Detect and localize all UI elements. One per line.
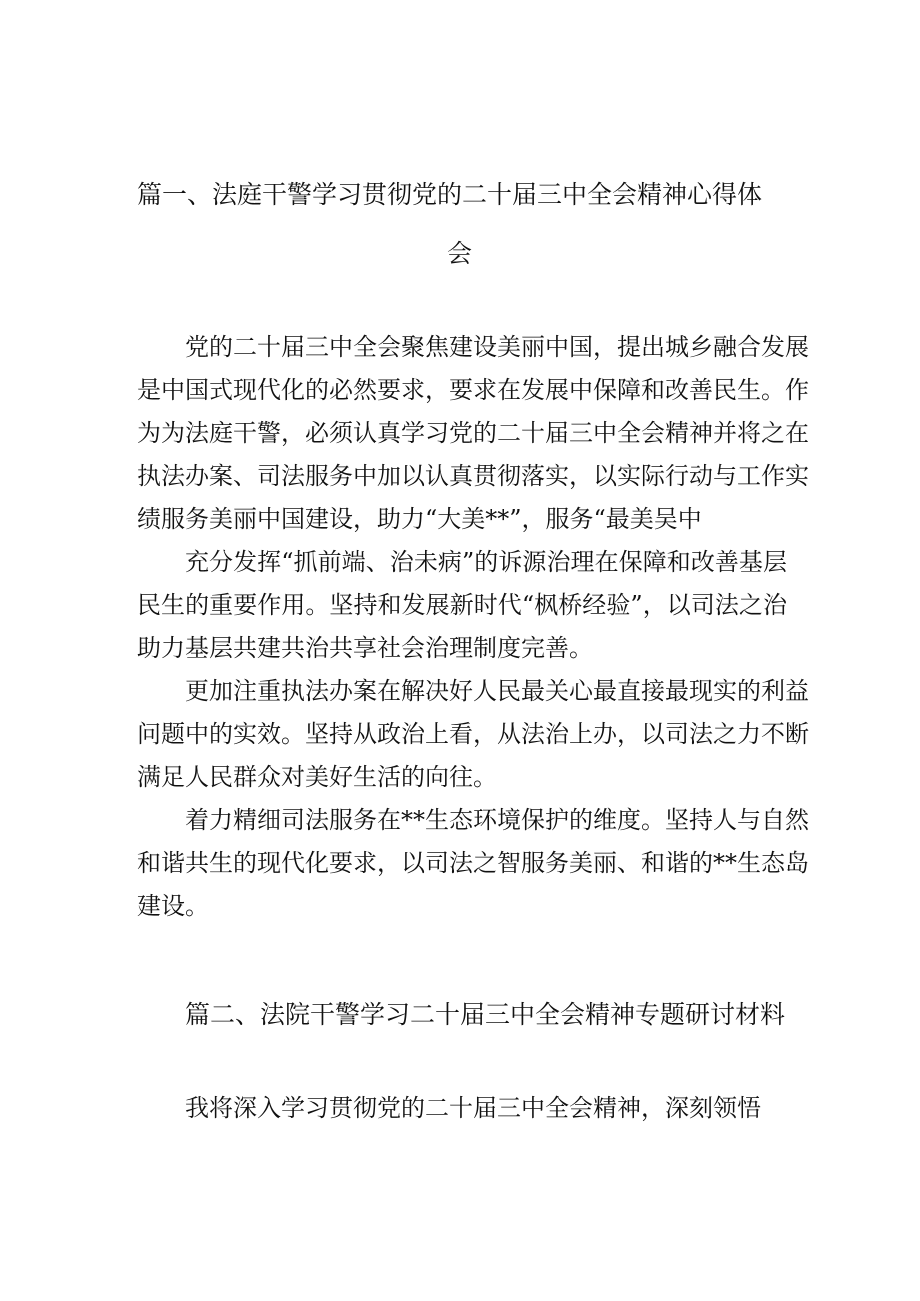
paragraph-line: 我将深入学习贯彻党的二十届三中全会精神，深刻领悟: [185, 1094, 761, 1122]
paragraph-line: 和谐共生的现代化要求，以司法之智服务美丽、和谐的**生态岛: [137, 849, 809, 877]
paragraph-line: 是中国式现代化的必然要求，要求在发展中保障和改善民生。作: [137, 376, 809, 404]
paragraph-line: 民生的重要作用。坚持和发展新时代“枫桥经验”，以司法之治: [137, 591, 787, 619]
paragraph-line: 助力基层共建共治共享社会治理制度完善。: [137, 634, 593, 662]
paragraph-line: 满足人民群众对美好生活的向往。: [137, 763, 497, 791]
section1-title-line2: 会: [447, 239, 473, 268]
paragraph-line: 为为法庭干警，必须认真学习党的二十届三中全会精神并将之在: [137, 419, 809, 447]
paragraph-line: 更加注重执法办案在解决好人民最关心最直接最现实的利益: [185, 677, 809, 705]
paragraph-line: 建设。: [137, 892, 209, 920]
section1-title-line1: 篇一、法庭干警学习贯彻党的二十届三中全会精神心得体: [137, 180, 763, 209]
section2-title: 篇二、法院干警学习二十届三中全会精神专题研讨材料: [185, 1000, 786, 1029]
paragraph-line: 问题中的实效。坚持从政治上看，从法治上办，以司法之力不断: [137, 720, 809, 748]
paragraph-line: 绩服务美丽中国建设，助力“大美**”，服务“最美吴中: [137, 505, 702, 533]
paragraph-line: 党的二十届三中全会聚焦建设美丽中国，提出城乡融合发展: [185, 333, 809, 361]
paragraph-line: 执法办案、司法服务中加以认真贯彻落实，以实际行动与工作实: [137, 462, 809, 490]
paragraph-line: 充分发挥“抓前端、治未病”的诉源治理在保障和改善基层: [185, 548, 787, 576]
paragraph-line: 着力精细司法服务在**生态环境保护的维度。坚持人与自然: [185, 806, 809, 834]
